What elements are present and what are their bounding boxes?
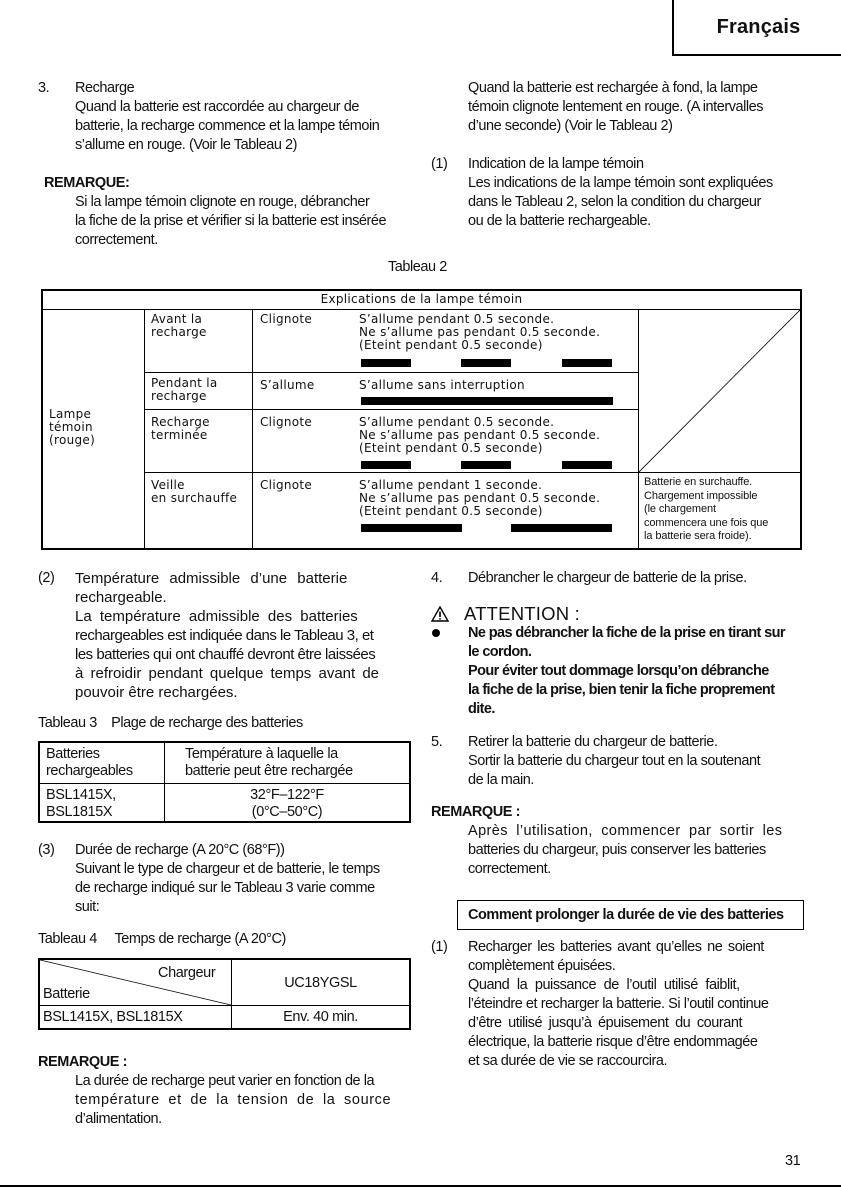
text-line: la batterie sera froide). — [644, 530, 752, 542]
table-header: Explications de la lampe témoin — [320, 292, 523, 306]
text-line: d’une seconde) (Voir le Tableau 2) — [468, 118, 673, 134]
text-line: S’allume pendant 0.5 seconde. — [359, 415, 555, 429]
text-line: l’éteindre et recharger la batterie. Si l’outil continue — [468, 996, 769, 1012]
lamp-on-bar — [461, 359, 511, 367]
bottom-rule — [0, 1185, 841, 1187]
table-divider — [40, 1005, 409, 1006]
text-line: dans le Tableau 2, selon la condition du chargeur — [468, 194, 761, 210]
table-4-model: UC18YGSL — [284, 975, 357, 991]
text-line: (Eteint pendant 0.5 seconde) — [359, 504, 543, 518]
text-line: témoin — [49, 420, 93, 434]
text-line: en surchauffe — [151, 491, 238, 505]
section-4-number: 4. — [431, 570, 443, 586]
description-cell: S’allume sans interruption — [359, 378, 525, 392]
text-line: (rouge) — [49, 433, 96, 447]
text-line: suit: — [75, 899, 100, 915]
mode-cell: S’allume — [260, 378, 315, 392]
prolong-1-body — [468, 938, 813, 1071]
text-line: S’allume pendant 1 seconde. — [359, 478, 543, 492]
table-4-time-cell: Env. 40 min. — [283, 1009, 358, 1025]
text-line: Après l’utilisation, commencer par sortir les — [468, 823, 783, 839]
battery-life-heading: Comment prolonger la durée de vie des batteries — [468, 906, 784, 923]
text-line: Lampe — [49, 407, 92, 421]
text-line: électrique, la batterie risque d’être endommagée — [468, 1034, 758, 1050]
table-3-header-right — [185, 746, 353, 780]
text-line: Batteries — [46, 746, 100, 762]
description-cell — [359, 416, 600, 455]
text-line: Chargement impossible — [644, 489, 758, 502]
section-3b-title: Durée de recharge (A 20°C (68°F)) — [75, 842, 285, 858]
text-line: température et de la tension de la source — [75, 1092, 392, 1108]
state-cell — [151, 479, 237, 505]
text-line: La température admissible des batteries — [75, 608, 358, 625]
table-4-caption: Tableau 4 Temps de recharge (A 20°C) — [38, 931, 286, 947]
table-3-header-left — [46, 746, 133, 780]
text-line: Veille — [151, 478, 185, 492]
attention-title: ATTENTION : — [464, 603, 580, 624]
text-line: rechargeables est indiquée dans le Tableau 3, et — [75, 627, 374, 644]
description-cell — [359, 313, 600, 352]
attention-body — [468, 624, 813, 719]
table-4 — [38, 958, 411, 1030]
text-line: la fiche de la prise, bien tenir la fiche proprement — [468, 682, 775, 698]
state-cell — [151, 416, 210, 442]
remarque-1-body — [75, 193, 415, 250]
table-3-caption: Tableau 3 Plage de recharge des batteries — [38, 715, 303, 731]
section-3b-number: (3) — [38, 842, 55, 858]
text-line: Ne pas débrancher la fiche de la prise en tirant sur — [468, 625, 785, 641]
text-line: correctement. — [75, 232, 158, 248]
mode-cell: Clignote — [260, 415, 313, 429]
section-4-text: Débrancher le chargeur de batterie de la prise. — [468, 570, 747, 586]
state-cell — [151, 313, 207, 339]
text-line: Ne s’allume pas pendant 0.5 seconde. — [359, 428, 601, 442]
text-line: (Eteint pendant 0.5 seconde) — [359, 338, 543, 352]
language-tab — [672, 0, 841, 56]
text-line: le cordon. — [468, 644, 532, 660]
text-line: Batterie en surchauffe. — [644, 476, 753, 488]
table-divider — [144, 372, 638, 373]
text-line: correctement. — [468, 861, 551, 877]
table-divider — [144, 472, 800, 473]
text-line: terminée — [151, 428, 208, 442]
text-line: BSL1415X, — [46, 787, 116, 803]
section-3-title: Recharge — [75, 80, 135, 96]
lamp-on-bar — [562, 461, 612, 469]
text-line: (Eteint pendant 0.5 seconde) — [359, 441, 543, 455]
lamp-on-bar — [562, 359, 612, 367]
overheat-note — [644, 476, 798, 544]
table-divider — [144, 309, 145, 550]
table-3 — [38, 741, 411, 823]
text-line: commencera une fois que — [644, 516, 769, 529]
text-line: dite. — [468, 701, 495, 717]
text-line: BSL1815X — [46, 804, 113, 820]
text-line: Quand la batterie est rechargée à fond, la lampe — [468, 80, 758, 96]
section-5-number: 5. — [431, 734, 443, 750]
text-line: Quand la batterie est raccordée au chargeur de — [75, 99, 359, 115]
text-line: Température admissible d’une batterie — [75, 570, 348, 587]
section-2-number: (2) — [38, 570, 55, 586]
charge-complete-text — [468, 79, 808, 136]
prolong-1-number: (1) — [431, 939, 448, 955]
text-line: rechargeables — [46, 763, 133, 779]
section-2-body — [75, 569, 415, 702]
section-5-body — [468, 733, 808, 790]
text-line: Sortir la batterie du chargeur tout en la soutenant — [468, 753, 761, 769]
remarque-3-title: REMARQUE : — [431, 804, 520, 820]
table-divider — [144, 409, 638, 410]
text-line: S’allume pendant 0.5 seconde. — [359, 312, 555, 326]
text-line: Ne s’allume pas pendant 0.5 seconde. — [359, 491, 601, 505]
text-line: La durée de recharge peut varier en fonction de la — [75, 1073, 375, 1089]
table-2-caption: Tableau 2 — [388, 259, 447, 275]
text-line: Les indications de la lampe témoin sont expliquées — [468, 175, 773, 191]
text-line: s’allume en rouge. (Voir le Tableau 2) — [75, 137, 298, 153]
table-4-batterie-label: Batterie — [43, 986, 90, 1002]
text-line: Avant la — [151, 312, 203, 326]
remarque-3-body — [468, 822, 808, 879]
section-3b-body — [75, 860, 415, 917]
text-line: 32°F–122°F — [250, 787, 324, 803]
mode-cell: Clignote — [260, 478, 313, 492]
section-1-title: Indication de la lampe témoin — [468, 156, 644, 172]
remarque-1-title: REMARQUE: — [44, 175, 130, 191]
text-line: Retirer la batterie du chargeur de batterie. — [468, 734, 718, 750]
text-line: Pendant la — [151, 376, 218, 390]
text-line: batterie peut être rechargée — [185, 763, 353, 779]
remarque-2-body — [75, 1072, 415, 1129]
text-line: témoin clignote lentement en rouge. (A intervalles — [468, 99, 764, 115]
lamp-indication-table — [41, 289, 802, 550]
text-line: pouvoir être rechargées. — [75, 684, 238, 701]
battery-life-heading-box — [457, 900, 804, 930]
remarque-2-title: REMARQUE : — [38, 1054, 127, 1070]
text-line: Ne s’allume pas pendant 0.5 seconde. — [359, 325, 601, 339]
text-line: les batteries qui ont chauffé devront être laissées — [75, 646, 376, 663]
table-divider — [252, 309, 253, 550]
text-line: complètement épuisées. — [468, 958, 616, 974]
table-4-battery-cell: BSL1415X, BSL1815X — [43, 1009, 183, 1025]
text-line: de la main. — [468, 772, 534, 788]
warning-triangle-icon — [431, 606, 449, 622]
table-3-temperature-cell — [165, 787, 409, 821]
text-line: batterie, la recharge commence et la lampe témoin — [75, 118, 380, 134]
lamp-on-bar — [511, 524, 612, 532]
text-line: la fiche de la prise et vérifier si la batterie est insérée — [75, 213, 387, 229]
empty-cell-diagonal — [639, 310, 800, 472]
section-3-body — [75, 98, 415, 155]
text-line: ou de la batterie rechargeable. — [468, 213, 651, 229]
text-line: Recharger les batteries avant qu’elles ne soient — [468, 939, 764, 955]
text-line: recharge — [151, 325, 207, 339]
section-1-number: (1) — [431, 156, 448, 172]
text-line: d’alimentation. — [75, 1111, 162, 1127]
text-line: Quand la puissance de l’outil utilisé faiblit, — [468, 977, 740, 993]
text-line: rechargeable. — [75, 589, 167, 606]
text-line: (0°C–50°C) — [251, 804, 323, 820]
page-number: 31 — [785, 1153, 801, 1169]
lamp-on-bar — [461, 461, 511, 469]
lamp-on-bar — [361, 461, 411, 469]
lamp-on-bar — [361, 524, 462, 532]
text-line: Pour éviter tout dommage lorsqu’on débranche — [468, 663, 769, 679]
text-line: Recharge — [151, 415, 210, 429]
bullet-icon — [431, 628, 441, 638]
text-line: Suivant le type de chargeur et de batterie, le temps — [75, 861, 380, 877]
table-divider — [40, 783, 409, 784]
text-line: batteries du chargeur, puis conserver les batteries — [468, 842, 766, 858]
text-line: de recharge indiqué sur le Tableau 3 varie comme — [75, 880, 375, 896]
mode-cell: Clignote — [260, 312, 313, 326]
section-3-number: 3. — [38, 80, 50, 96]
text-line: d’être utilisé jusqu’à épuisement du courant — [468, 1015, 743, 1031]
description-cell — [359, 479, 600, 518]
table-4-chargeur-label: Chargeur — [158, 965, 216, 981]
text-line: à refroidir pendant quelque temps avant de — [75, 665, 380, 682]
text-line: Température à laquelle la — [185, 746, 338, 762]
language-label: Français — [716, 15, 801, 38]
table-3-battery-cell — [46, 787, 116, 821]
lamp-label — [49, 408, 95, 447]
lamp-on-bar — [361, 397, 613, 405]
text-line: et sa durée de vie se raccourcira. — [468, 1053, 668, 1069]
state-cell — [151, 377, 218, 403]
text-line: (le chargement — [644, 503, 716, 515]
text-line: Si la lampe témoin clignote en rouge, débrancher — [75, 194, 370, 210]
text-line: recharge — [151, 389, 207, 403]
section-1-body — [468, 174, 808, 231]
lamp-on-bar — [361, 359, 411, 367]
